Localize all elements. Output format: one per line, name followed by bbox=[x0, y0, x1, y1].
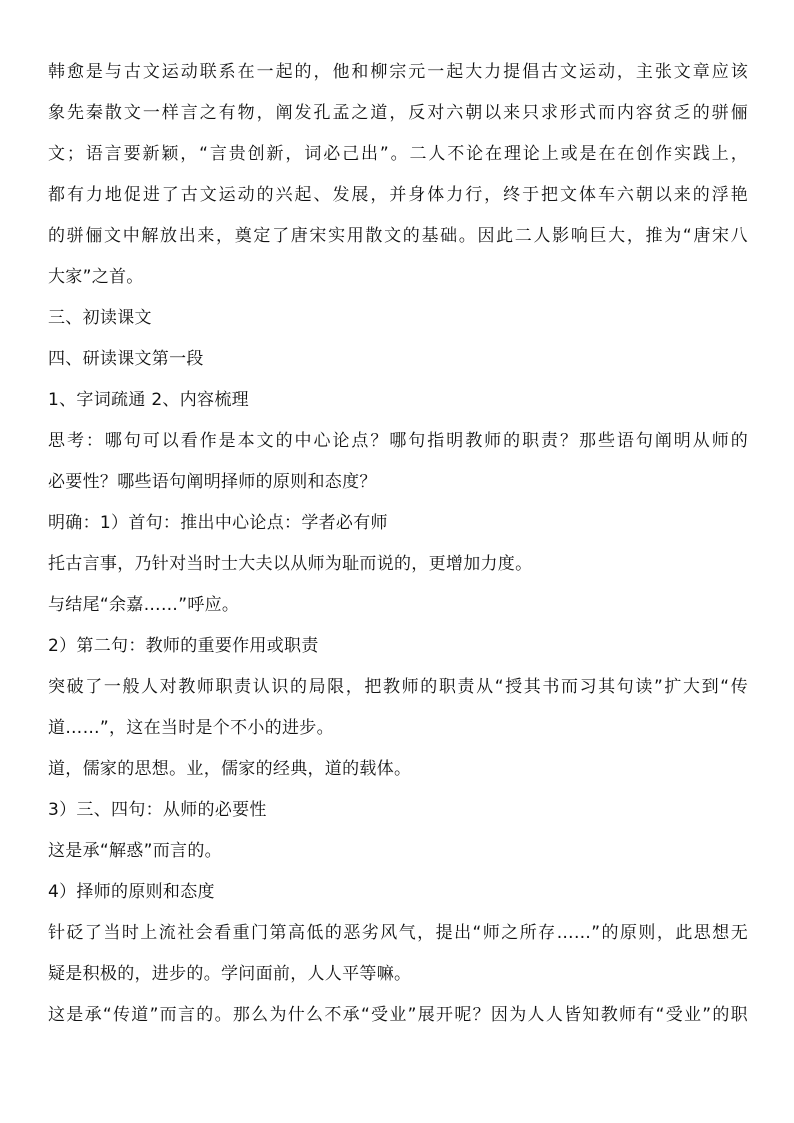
answer-point-2: 2）第二句：教师的重要作用或职责 bbox=[48, 636, 319, 656]
answer-point-3: 3）三、四句：从师的必要性 bbox=[48, 800, 267, 820]
answer-note-6: 这是承“解惑”而言的。 bbox=[48, 841, 222, 861]
subsection-line: 1、字词疏通 2、内容梳理 bbox=[48, 390, 249, 410]
answer-note-3: 突破了一般人对教师职责认识的局限，把教师的职责从“授其书而习其句读”扩大到“传 bbox=[48, 677, 748, 697]
answer-note-4: 道……”，这在当时是个不小的进步。 bbox=[48, 718, 334, 738]
paragraph-line-3: 文；语言要新颖，“言贵创新，词必己出”。二人不论在理论上或是在在创作实践上， bbox=[48, 144, 748, 164]
paragraph-line-2: 象先秦散文一样言之有物，阐发孔孟之道，反对六朝以来只求形式而内容贫乏的骈俪 bbox=[48, 103, 748, 123]
question-line-1: 思考：哪句可以看作是本文的中心论点？哪句指明教师的职责？那些语句阐明从师的 bbox=[48, 431, 748, 451]
paragraph-line-1: 韩愈是与古文运动联系在一起的，他和柳宗元一起大力提倡古文运动，主张文章应该 bbox=[48, 62, 748, 82]
paragraph-line-6: 大家”之首。 bbox=[48, 267, 144, 287]
document-page bbox=[48, 52, 748, 1036]
paragraph-line-5: 的骈俪文中解放出来，奠定了唐宋实用散文的基础。因此二人影响巨大，推为“唐宋八 bbox=[48, 226, 748, 246]
section-heading-4: 四、研读课文第一段 bbox=[48, 349, 204, 369]
question-line-2: 必要性？哪些语句阐明择师的原则和态度？ bbox=[48, 472, 377, 492]
answer-point-1: 明确：1）首句：推出中心论点：学者必有师 bbox=[48, 513, 388, 533]
paragraph-line-4: 都有力地促进了古文运动的兴起、发展，并身体力行，终于把文体车六朝以来的浮艳 bbox=[48, 185, 748, 205]
answer-note-9: 这是承“传道”而言的。那么为什么不承“受业”展开呢？因为人人皆知教师有“受业”的职 bbox=[48, 1005, 748, 1025]
answer-point-4: 4）择师的原则和态度 bbox=[48, 882, 215, 902]
answer-note-1: 托古言事，乃针对当时士大夫以从师为耻而说的，更增加力度。 bbox=[48, 554, 533, 574]
answer-note-5: 道，儒家的思想。业，儒家的经典，道的载体。 bbox=[48, 759, 412, 779]
section-heading-3: 三、初读课文 bbox=[48, 308, 152, 328]
answer-note-2: 与结尾“余嘉……”呼应。 bbox=[48, 595, 240, 615]
answer-note-7: 针砭了当时上流社会看重门第高低的恶劣风气，提出“师之所存……”的原则，此思想无 bbox=[48, 923, 748, 943]
answer-note-8: 疑是积极的，进步的。学问面前，人人平等嘛。 bbox=[48, 964, 412, 984]
